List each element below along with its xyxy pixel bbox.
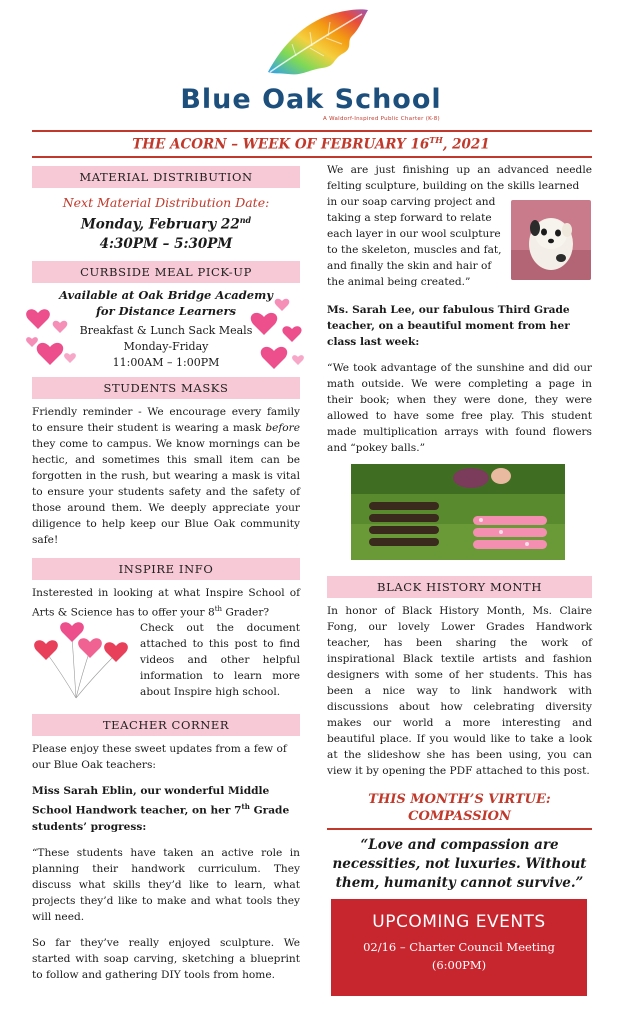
teacher-intro: Please enjoy these sweet updates from a few of our Blue Oak teachers: xyxy=(32,743,287,772)
meal-pickup-header: CURBSIDE MEAL PICK-UP xyxy=(32,261,300,283)
bottom-divider xyxy=(32,156,592,158)
next-distribution-label: Next Material Distribution Date: xyxy=(62,195,270,210)
hearts-right-icon xyxy=(246,291,310,381)
oak-leaf-logo-icon xyxy=(262,6,374,80)
heart-balloons-icon xyxy=(32,614,132,702)
meal-location: Available at Oak Bridge Academy for Distance Learners xyxy=(59,287,273,318)
felting-block xyxy=(327,194,592,290)
eblin-paragraph-2: So far they’ve really enjoyed sculpture. We started with soap carving, sketching a blueprint to follow and gathering DIY tools from home. xyxy=(32,936,300,981)
issue-title: THE ACORN – WEEK OF FEBRUARY 16TH, 2021 xyxy=(132,135,490,153)
virtue-quote: “Love and compassion are necessities, not luxuries. Without them, humanity cannot survive.” xyxy=(332,836,587,891)
lee-quote: “We took advantage of the sunshine and did our math outside. We were completing a page in their book; when they were done, they were allowed to have some free play. This student made multiplication arrays with found flowers and “pokey balls.” xyxy=(327,362,592,454)
eblin-heading: Miss Sarah Eblin, our wonderful Middle School Handwork teacher, on her 7th Grade students’ progress: xyxy=(32,785,290,833)
distribution-date: Monday, February 22nd xyxy=(80,215,252,233)
inspire-text-intro: Insterested in looking at what Inspire School of Arts & Science has to offer your 8th Grader? xyxy=(32,586,300,619)
distribution-time: 4:30PM – 5:30PM xyxy=(99,235,233,252)
virtue-title: THIS MONTH’S VIRTUE: COMPASSION xyxy=(368,792,551,824)
masthead xyxy=(0,0,622,132)
upcoming-events-box xyxy=(331,899,587,996)
felting-intro: We are just finishing up an advanced needle felting sculpture, building on the skills learned xyxy=(327,164,592,192)
top-divider xyxy=(32,130,592,132)
masks-text: Friendly reminder - We encourage every family to ensure their student is wearing a mask before they come to campus. We know mornings can be hectic, and sometimes this small item can be forgotten in the rush, but wearing a mask is vital to ensure your students safety and the safety of those around them. We deeply appreciate your diligence to help keep our Blue Oak community safe! xyxy=(32,405,300,546)
right-column xyxy=(327,162,592,893)
math-arrays-photo xyxy=(351,464,565,560)
black-history-header: BLACK HISTORY MONTH xyxy=(327,576,592,598)
left-column xyxy=(32,162,300,983)
student-masks-header: STUDENTS MASKS xyxy=(32,377,300,399)
meal-schedule: Breakfast & Lunch Sack Meals Monday-Friday 11:00AM – 1:00PM xyxy=(79,323,253,369)
inspire-info-header: INSPIRE INFO xyxy=(32,558,300,580)
event-item: 02/16 – Charter Council Meeting (6:00PM) xyxy=(363,940,555,972)
upcoming-events-header: UPCOMING EVENTS xyxy=(372,912,546,932)
inspire-detail xyxy=(32,620,300,700)
school-tagline: A Waldorf-Inspired Public Charter (K-8) xyxy=(322,116,440,122)
school-name: Blue Oak School xyxy=(180,84,442,115)
material-distribution-header: MATERIAL DISTRIBUTION xyxy=(32,166,300,188)
lee-heading: Ms. Sarah Lee, our fabulous Third Grade teacher, on a beautiful moment from her class last week: xyxy=(327,304,570,348)
virtue-divider xyxy=(327,828,592,830)
felting-text: in our soap carving project and taking a step forward to relate each layer in our wool sculpture to the skeleton, muscles and fat, and finally the skin and hair of the animal being created.” xyxy=(327,196,502,288)
felt-dog-photo xyxy=(511,200,591,280)
teacher-corner-header: TEACHER CORNER xyxy=(32,714,300,736)
eblin-paragraph-1: “These students have taken an active role in planning their handwork curriculum. They discuss what skills they’d like to learn, what projects they’d like to make and what tools they will need. xyxy=(32,846,300,923)
hearts-left-icon xyxy=(24,295,84,379)
inspire-text-detail: Check out the document attached to this post to find videos and other helpful information to learn more about Inspire high school. xyxy=(140,622,300,699)
black-history-text: In honor of Black History Month, Ms. Claire Fong, our lovely Lower Grades Handwork teacher, has been sharing the work of inspirational Black textile artists and fashion designers with some of her students. This has been a nice way to link handwork with discussions about how celebrating diversity makes our world a more interesting and beautiful place. If you would like to take a look at the slideshow she has been using, you can view it by opening the PDF attached to this post. xyxy=(327,605,592,777)
meal-pickup-section xyxy=(32,287,300,371)
